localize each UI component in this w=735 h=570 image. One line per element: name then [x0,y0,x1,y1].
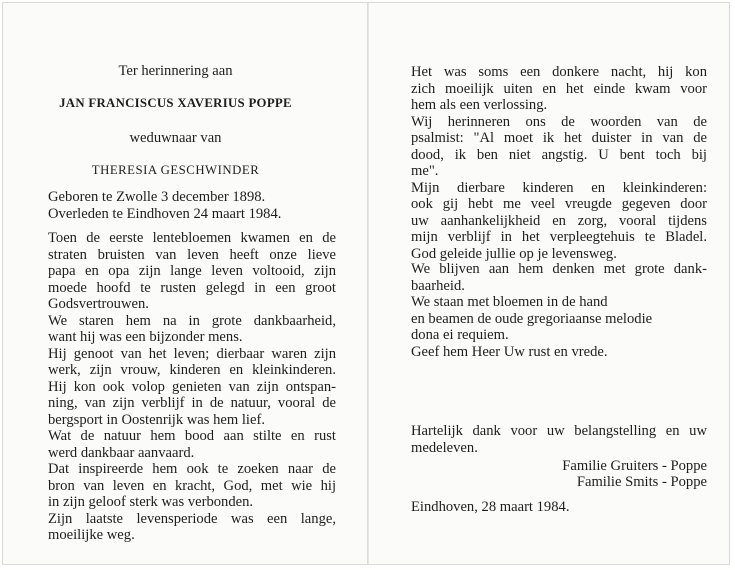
right-body-text-2 [411,261,707,360]
text-line: Mijn dierbare kinderen en kleinkinderen: [411,179,707,196]
text-line: en beamen de oude gregoriaanse melodie [411,310,653,327]
text-line: ook gij hebt me veel vreugde gegeven door [411,196,707,212]
text-line: We blijven aan hem denken met grote dank- [411,261,707,277]
text-line: straten bruisten van leven heeft onze lieve [48,246,336,263]
text-line: Het was soms een donkere nacht, hij kon [411,64,707,80]
text-line: werk, zijn vrouw, kinderen en kleinkinderen. [48,362,336,378]
family-signature-2: Familie Smits - Poppe [576,474,707,490]
text-line: psalmist: "Al moet ik het duister in van de [411,130,707,146]
left-body-text [48,230,336,544]
card-fold [367,3,369,564]
death-date: Overleden te Eindhoven 24 maart 1984. [48,205,282,222]
right-body-text-1 [411,64,707,262]
intro-line: Ter herinnering aan [118,63,233,79]
text-line: Dat inspireerde hem ook te zoeken naar de [48,461,336,477]
text-line: medeleven. [411,439,478,456]
birth-date: Geboren te Zwolle 3 december 1898. [48,189,266,205]
text-line: Toen de eerste lentebloemen kwamen en de [48,230,336,246]
place-date: Eindhoven, 28 maart 1984. [411,499,570,515]
text-line: in zijn geloof sterk was verbonden. [48,494,254,510]
dates-block [48,189,336,222]
text-line: Hij kon ook volop genieten van zijn ontspan- [48,378,336,395]
text-line: dood, ik ben niet angstig. U bent toch bij [411,146,707,163]
text-line: bron van leven en kracht, God, met wie hij [48,477,336,494]
deceased-name: JAN FRANCISCUS XAVERIUS POPPE [59,96,292,110]
text-line: ning, van zijn verblijf in de natuur, vooral de [48,395,336,411]
thanks-block [411,423,707,456]
text-line: want hij was een bijzonder mens. [48,329,243,345]
text-line: mijn verblijf in het verpleegtehuis te Bladel. [411,229,707,245]
text-line: Hij genoot van het leven; dierbaar waren zijn [48,345,336,362]
text-line: Godsvertrouwen. [48,296,149,312]
spouse-name: THERESIA GESCHWINDER [91,163,260,177]
text-line: uw aanhankelijkheid en zorg, vooral tijdens [411,212,707,229]
text-line: Wat de natuur hem bood aan stilte en rust [48,428,336,444]
text-line: werd dankbaar aanvaard. [48,444,195,461]
text-line: bergsport in Oostenrijk was hem lief. [48,411,265,428]
text-line: Hartelijk dank voor uw belangstelling en uw [411,423,707,439]
text-line: We staren hem na in grote dankbaarheid, [48,312,336,329]
family-signature-1: Familie Gruiters - Poppe [562,458,707,474]
text-line: Zijn laatste levensperiode was een lange, [48,510,336,527]
text-line: me". [411,163,439,179]
text-line: baarheid. [411,277,465,294]
text-line: moeilijke weg. [48,527,135,543]
memorial-card [2,2,730,565]
text-line: dona ei requiem. [411,327,509,343]
text-line: hem als een verlossing. [411,97,548,113]
text-line: moede hoofd te rusten gelegd in een groot [48,279,336,296]
text-line: God geleide jullie op je levensweg. [411,245,617,262]
text-line: Geef hem Heer Uw rust en vrede. [411,343,608,360]
text-line: Wij herinneren ons de woorden van de [411,113,707,130]
text-line: zich moeilijk uiten en het einde kwam voor [411,80,707,97]
text-line: We staan met bloemen in de hand [411,294,608,310]
relation-line: weduwnaar van [129,130,222,146]
text-line: papa en opa zijn lange leven voltooid, zijn [48,263,336,279]
closing-block [411,499,707,516]
